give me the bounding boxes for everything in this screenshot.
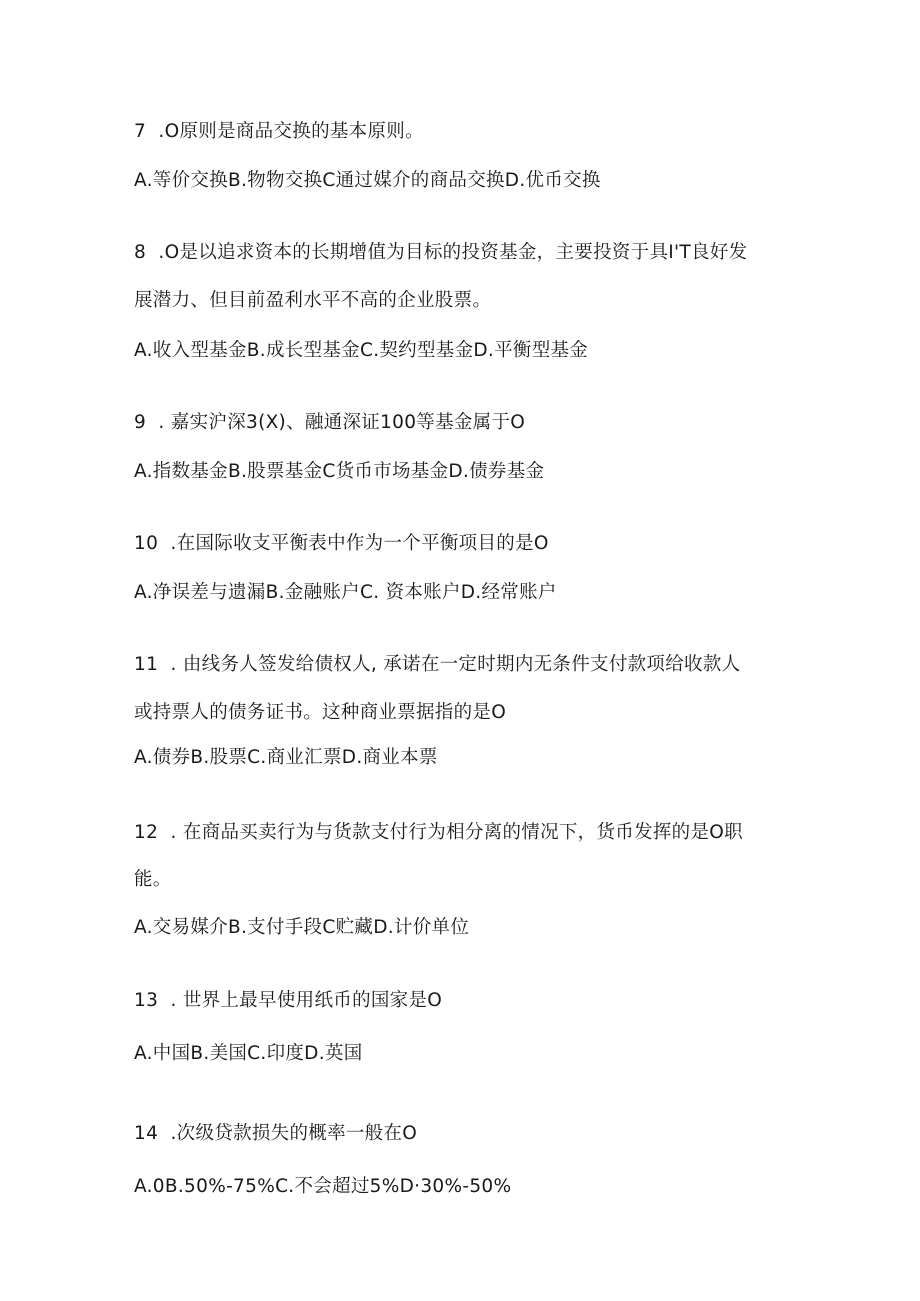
question-10-options: A.净误差与遗漏B.金融账户C. 资本账户D.经常账户 — [134, 582, 557, 603]
question-8-stem-line-1: 8 .O是以追求资本的长期增值为目标的投资基金，主要投资于具I'T良好发 — [134, 242, 748, 263]
question-8-stem-line-2: 展潜力、但目前盈利水平不高的企业股票。 — [134, 290, 492, 311]
question-11-stem-line-1: 11 . 由线务人签发给债权人, 承诺在一定时期内无条件支付款项给收款人 — [134, 654, 741, 675]
question-7-stem: 7 .O原则是商品交换的基本原则。 — [134, 121, 424, 142]
question-12-stem-line-2: 能。 — [134, 869, 172, 890]
question-11-options: A.债券B.股票C.商业汇票D.商业本票 — [134, 747, 438, 768]
question-7-options: A.等价交换B.物物交换C通过媒介的商品交换D.优币交换 — [134, 170, 601, 191]
question-9-stem: 9 . 嘉实沪深3(X)、融通深证100等基金属于O — [134, 412, 526, 433]
question-13-options: A.中国B.美国C.印度D.英国 — [134, 1043, 363, 1064]
question-14-options: A.0B.50%-75%C.不会超过5%D·30%-50% — [134, 1176, 512, 1197]
question-12-options: A.交易媒介B.支付手段C贮藏D.计价单位 — [134, 917, 470, 938]
question-12-stem-line-1: 12 . 在商品买卖行为与货款支付行为相分离的情况下，货币发挥的是O职 — [134, 822, 743, 843]
question-11-stem-line-2: 或持票人的债务证书。这种商业票据指的是O — [134, 702, 507, 723]
question-14-stem: 14 .次级贷款损失的概率一般在O — [134, 1123, 418, 1144]
question-9-options: A.指数基金B.股票基金C货币市场基金D.债券基金 — [134, 461, 545, 482]
question-10-stem: 10 .在国际收支平衡表中作为一个平衡项目的是O — [134, 533, 549, 554]
question-8-options: A.收入型基金B.成长型基金C.契约型基金D.平衡型基金 — [134, 340, 589, 361]
question-13-stem: 13 . 世界上最早使用纸币的国家是O — [134, 990, 443, 1011]
